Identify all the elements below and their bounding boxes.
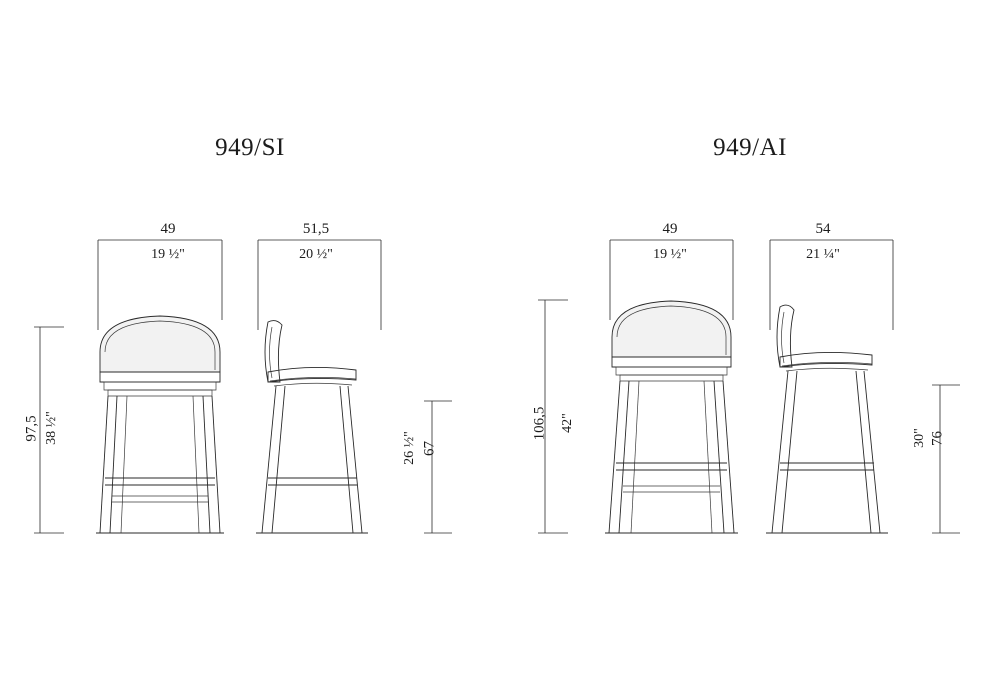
seat-height-metric-si: 67 xyxy=(421,441,438,456)
variant-949-ai xyxy=(500,0,1000,700)
front-view-si xyxy=(96,316,224,533)
dimension-lines-si xyxy=(34,240,452,533)
front-view-ai xyxy=(605,301,738,533)
overall-height-metric-ai: 106,5 xyxy=(531,406,548,441)
drawing-ai xyxy=(500,0,1000,700)
front-width-imperial-si: 19 ½" xyxy=(151,247,185,262)
seat-height-metric-ai: 76 xyxy=(929,431,946,446)
front-width-metric-ai: 49 xyxy=(662,221,678,237)
side-width-metric-ai: 54 xyxy=(815,221,831,237)
front-width-metric-si: 49 xyxy=(160,221,176,237)
overall-height-metric-si: 97,5 xyxy=(23,415,40,442)
front-width-imperial-ai: 19 ½" xyxy=(653,247,687,262)
side-width-imperial-ai: 21 ¼" xyxy=(806,247,840,262)
side-width-metric-si: 51,5 xyxy=(302,221,330,237)
overall-height-imperial-si: 38 ½" xyxy=(44,411,59,445)
side-view-si xyxy=(256,321,368,533)
side-width-imperial-si: 20 ½" xyxy=(299,247,333,262)
seat-height-imperial-si: 26 ½" xyxy=(402,431,417,465)
variant-title-si: 949/SI xyxy=(215,134,285,161)
seat-height-imperial-ai: 30" xyxy=(912,428,927,448)
variant-title-ai: 949/AI xyxy=(713,134,787,161)
overall-height-imperial-ai: 42" xyxy=(560,413,575,433)
dimension-lines-ai xyxy=(538,240,960,533)
side-view-ai xyxy=(766,305,888,533)
